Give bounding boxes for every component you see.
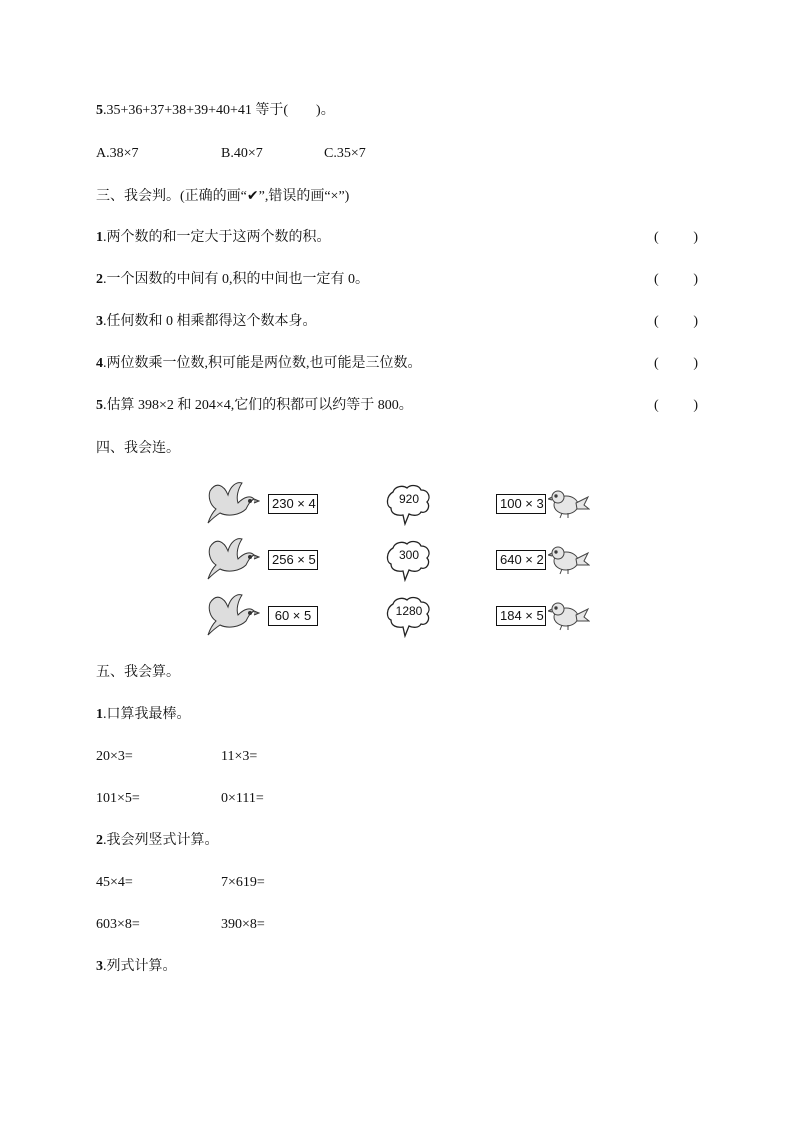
question-number: 5	[96, 103, 103, 118]
right-expression-box[interactable]: 184 × 5	[496, 606, 546, 626]
oral-problem: 0×111=	[221, 791, 264, 806]
subsection-3: 3.列式计算。	[96, 959, 177, 974]
judge-item-5: 5.估算 398×2 和 204×4,它们的积都可以约等于 800。	[96, 398, 413, 413]
option-c: C.35×7	[324, 146, 366, 161]
judge-item-3: 3.任何数和 0 相乘都得这个数本身。	[96, 314, 317, 329]
bubble-value[interactable]: 1280	[395, 604, 423, 618]
vertical-problem: 603×8=	[96, 917, 140, 932]
oral-problem: 101×5=	[96, 791, 140, 806]
judge-item-1: 1.两个数的和一定大于这两个数的积。	[96, 230, 331, 245]
bubble-value[interactable]: 920	[398, 492, 420, 506]
option-b: B.40×7	[221, 146, 263, 161]
right-expression-box[interactable]: 640 × 2	[496, 550, 546, 570]
section-4-title: 四、我会连。	[96, 441, 180, 456]
vertical-problem: 390×8=	[221, 917, 265, 932]
bird-icon	[548, 599, 590, 633]
subsection-1: 1.口算我最棒。	[96, 707, 191, 722]
judge-item-2: 2.一个因数的中间有 0,积的中间也一定有 0。	[96, 272, 369, 287]
left-expression-box[interactable]: 256 × 5	[268, 550, 318, 570]
oral-problem: 20×3=	[96, 749, 133, 764]
section-5-title: 五、我会算。	[96, 665, 180, 680]
bird-icon	[548, 543, 590, 577]
left-expression-box[interactable]: 60 × 5	[268, 606, 318, 626]
right-expression-box[interactable]: 100 × 3	[496, 494, 546, 514]
vertical-problem: 45×4=	[96, 875, 133, 890]
question-5	[96, 102, 335, 120]
section-3-title: 三、我会判。(正确的画“✔”,错误的画“×”)	[96, 188, 350, 204]
left-expression-box[interactable]: 230 × 4	[268, 494, 318, 514]
bird-icon	[548, 487, 590, 521]
checkmark-icon: ✔	[246, 188, 259, 204]
bird-icon	[206, 591, 260, 637]
oral-problem: 11×3=	[221, 749, 258, 764]
bird-icon	[206, 479, 260, 525]
question-text: .35+36+37+38+39+40+41 等于( )。	[103, 103, 335, 118]
vertical-problem: 7×619=	[221, 875, 265, 890]
bubble-value[interactable]: 300	[398, 548, 420, 562]
option-a: A.38×7	[96, 146, 139, 161]
subsection-2: 2.我会列竖式计算。	[96, 833, 219, 848]
bird-icon	[206, 535, 260, 581]
judge-item-4: 4.两位数乘一位数,积可能是两位数,也可能是三位数。	[96, 356, 422, 371]
